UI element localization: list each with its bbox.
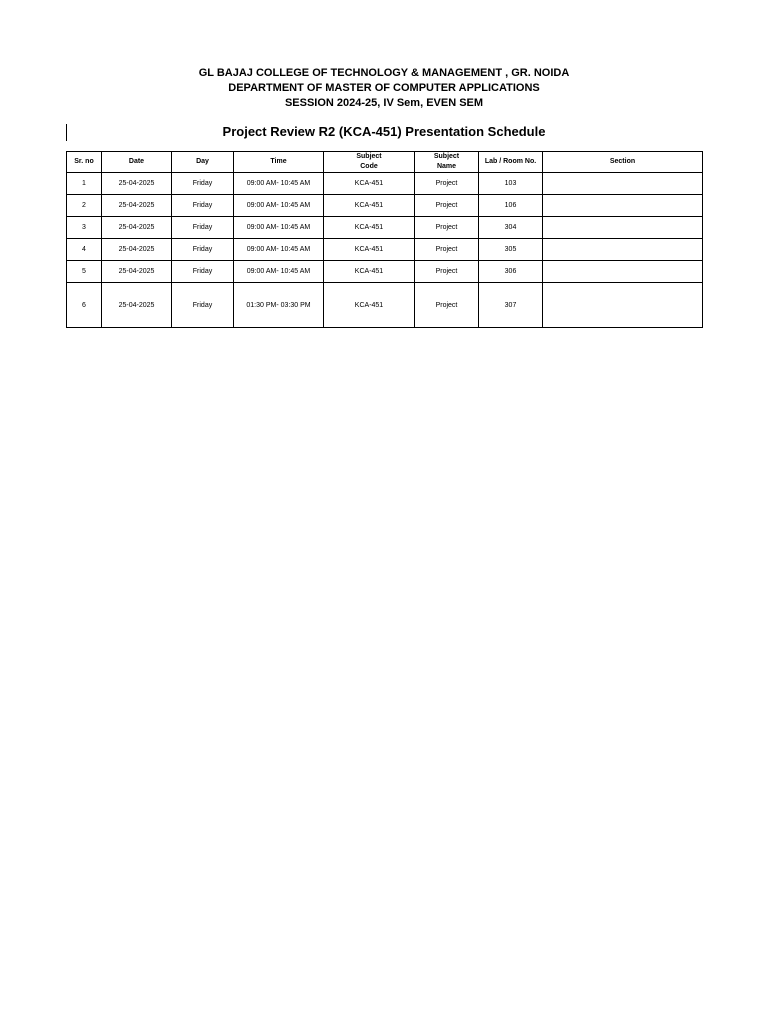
cell-subject-code: KCA-451: [324, 217, 415, 239]
cell-lab-room: 106: [479, 195, 543, 217]
cell-subject-code: KCA-451: [324, 195, 415, 217]
cell-lab-room: 305: [479, 239, 543, 261]
cell-date: 25-04-2025: [102, 173, 172, 195]
cell-subject-name: Project: [415, 261, 479, 283]
column-header-subject-name: Subject Name: [415, 152, 479, 173]
cell-day: Friday: [172, 261, 234, 283]
cell-sr-no: 3: [67, 217, 102, 239]
cell-subject-name: Project: [415, 283, 479, 328]
cell-day: Friday: [172, 217, 234, 239]
cell-time: 09:00 AM- 10:45 AM: [234, 195, 324, 217]
cell-section: [543, 195, 703, 217]
cell-section: [543, 217, 703, 239]
column-header-lab-room: Lab / Room No.: [479, 152, 543, 173]
schedule-table: [66, 151, 703, 328]
cell-time: 09:00 AM- 10:45 AM: [234, 217, 324, 239]
table-row: [67, 261, 703, 283]
cell-date: 25-04-2025: [102, 261, 172, 283]
document-header: [0, 66, 768, 111]
cell-lab-room: 103: [479, 173, 543, 195]
cell-subject-name: Project: [415, 217, 479, 239]
cell-date: 25-04-2025: [102, 217, 172, 239]
cell-section: [543, 173, 703, 195]
cell-section: [543, 261, 703, 283]
table-row: [67, 217, 703, 239]
column-header-date: Date: [102, 152, 172, 173]
table-row: [67, 195, 703, 217]
cell-day: Friday: [172, 195, 234, 217]
college-name: GL BAJAJ COLLEGE OF TECHNOLOGY & MANAGEMENT , GR. NOIDA: [198, 67, 570, 79]
cell-day: Friday: [172, 283, 234, 328]
column-header-sr-no: Sr. no: [67, 152, 102, 173]
table-row: [67, 239, 703, 261]
cell-subject-name: Project: [415, 173, 479, 195]
table-row: [67, 173, 703, 195]
cell-lab-room: 304: [479, 217, 543, 239]
cell-day: Friday: [172, 239, 234, 261]
department-name: DEPARTMENT OF MASTER OF COMPUTER APPLICATIONS: [228, 82, 540, 94]
cell-sr-no: 4: [67, 239, 102, 261]
cell-day: Friday: [172, 173, 234, 195]
cell-lab-room: 307: [479, 283, 543, 328]
cell-date: 25-04-2025: [102, 239, 172, 261]
column-header-time: Time: [234, 152, 324, 173]
cell-time: 09:00 AM- 10:45 AM: [234, 261, 324, 283]
schedule-title: Project Review R2 (KCA-451) Presentation Schedule: [222, 124, 546, 139]
cell-time: 01:30 PM- 03:30 PM: [234, 283, 324, 328]
table-header-row: [67, 152, 703, 173]
cell-subject-code: KCA-451: [324, 173, 415, 195]
cell-sr-no: 1: [67, 173, 102, 195]
cell-sr-no: 2: [67, 195, 102, 217]
cell-time: 09:00 AM- 10:45 AM: [234, 173, 324, 195]
cell-sr-no: 6: [67, 283, 102, 328]
column-header-subject-code: Subject Code: [324, 152, 415, 173]
cell-date: 25-04-2025: [102, 195, 172, 217]
cell-section: [543, 239, 703, 261]
table-row: [67, 283, 703, 328]
cell-subject-name: Project: [415, 195, 479, 217]
cell-subject-code: KCA-451: [324, 283, 415, 328]
cell-subject-name: Project: [415, 239, 479, 261]
session-info: SESSION 2024-25, IV Sem, EVEN SEM: [284, 97, 484, 109]
cell-date: 25-04-2025: [102, 283, 172, 328]
cell-lab-room: 306: [479, 261, 543, 283]
column-header-day: Day: [172, 152, 234, 173]
cell-subject-code: KCA-451: [324, 261, 415, 283]
column-header-section: Section: [543, 152, 703, 173]
cell-subject-code: KCA-451: [324, 239, 415, 261]
cell-time: 09:00 AM- 10:45 AM: [234, 239, 324, 261]
cell-section: [543, 283, 703, 328]
cell-sr-no: 5: [67, 261, 102, 283]
